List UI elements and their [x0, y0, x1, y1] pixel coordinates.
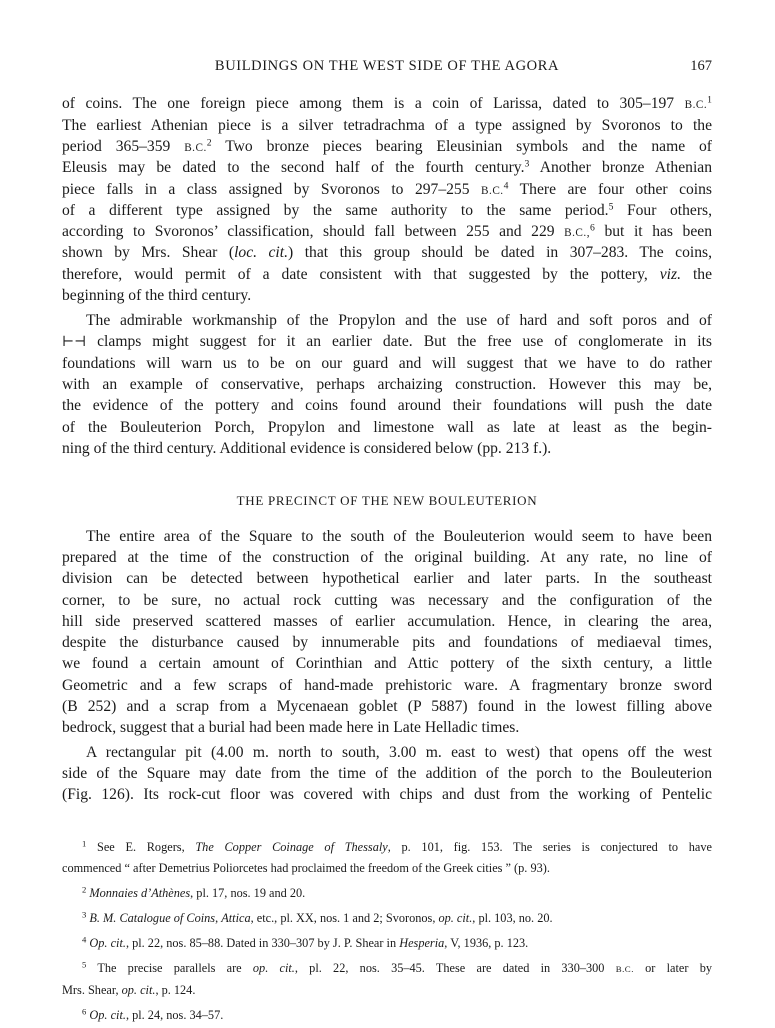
- text-line: [62, 221, 712, 242]
- italic-run: Attica: [221, 911, 251, 926]
- paragraph: [62, 742, 712, 806]
- text-line: [62, 157, 712, 178]
- footnote-marker[interactable]: 6: [590, 222, 595, 234]
- text-run: clamps might suggest for it an earlier date. But the free use of conglomerate in its: [86, 333, 712, 351]
- main-text: [62, 93, 712, 805]
- text-run: the evidence of the pottery and coins found around their foundations will push the date: [62, 397, 712, 415]
- text-run: , pl. 22, nos. 35–45. These are dated in 330–300: [294, 961, 616, 976]
- text-line: [62, 438, 712, 459]
- text-run: See E. Rogers,: [86, 840, 196, 854]
- text-run: piece falls in a class assigned by Svoronos to 297–255: [62, 180, 482, 198]
- text-run: The entire area of the Square to the south of the Bouleuterion would seem to have been: [86, 527, 712, 545]
- italic-run: Monnaies d’Athènes: [89, 886, 191, 901]
- text-line: [62, 526, 712, 547]
- page-number: 167: [690, 58, 712, 74]
- small-caps-run: B.C.: [184, 141, 207, 154]
- text-run: Two bronze pieces bearing Eleusinian symbols and the name of: [211, 137, 712, 155]
- text-line: [62, 742, 712, 763]
- text-line: [62, 93, 712, 114]
- text-run: despite the disturbance caused by innumerable pits and foundations of mediaeval times,: [62, 634, 712, 652]
- text-run: foundations will warn us to be on our guard and will suggest that we have to do rather: [62, 354, 712, 372]
- text-line: [62, 115, 712, 136]
- text-run: with an example of conservative, perhaps archaizing construction. However this may be,: [62, 375, 712, 393]
- text-line: [62, 982, 712, 1003]
- text-run: The precise parallels are: [86, 961, 253, 976]
- footnote: [62, 1007, 712, 1028]
- text-run: ,: [215, 911, 222, 926]
- running-head-title: BUILDINGS ON THE WEST SIDE OF THE AGORA: [214, 58, 560, 74]
- text-line: [62, 547, 712, 568]
- footnote-marker[interactable]: 2: [206, 137, 212, 149]
- footnote-marker[interactable]: 5: [608, 201, 614, 213]
- text-line: [62, 935, 712, 956]
- text-run: or later by: [633, 961, 713, 976]
- text-line: [62, 910, 712, 931]
- text-line: [62, 331, 712, 352]
- text-run: hill side preserved scattered masses of earlier accumulation. Hence, in clearing the area,: [62, 612, 712, 630]
- text-run: , pl. 22, nos. 85–88. Dated in 330–307 by J. P. Shear in: [125, 936, 400, 951]
- italic-run: viz.: [659, 265, 681, 283]
- text-run: Mrs. Shear,: [62, 982, 122, 997]
- small-caps-run: B.C.,: [564, 227, 591, 240]
- small-caps-run: B.C.: [481, 184, 504, 197]
- footnote: [62, 960, 712, 1003]
- text-run: The admirable workmanship of the Propylon and the use of hard and soft poros and of: [86, 312, 712, 330]
- text-run: A rectangular pit (4.00 m. north to south, 3.00 m. east to west) that opens off the west: [86, 743, 712, 761]
- paragraph: [62, 310, 712, 459]
- text-run: ) that this group should be dated in 307–283. The coins,: [288, 244, 712, 262]
- text-line: [62, 200, 712, 221]
- running-head: [62, 58, 712, 78]
- text-run: period 365–359: [62, 137, 185, 155]
- text-line: [62, 179, 712, 200]
- text-line: [62, 784, 712, 805]
- text-line: [62, 611, 712, 632]
- text-run: of the Bouleuterion Porch, Propylon and limestone wall as late at least as the begin-: [62, 418, 712, 436]
- text-line: [62, 310, 712, 331]
- text-line: [62, 568, 712, 589]
- italic-run: Hesperia: [399, 936, 445, 951]
- italic-run: B. M. Catalogue of Coins: [89, 911, 216, 926]
- text-run: of a different type assigned by the same authority to the same period.: [62, 201, 609, 219]
- text-line: [62, 632, 712, 653]
- text-line: [62, 860, 712, 881]
- footnotes: [62, 839, 712, 1028]
- text-line: [62, 717, 712, 738]
- text-run: Four others,: [613, 201, 712, 219]
- text-line: [62, 885, 712, 906]
- text-run: Eleusis may be dated to the second half of the fourth century.: [62, 159, 525, 177]
- text-line: [62, 285, 712, 306]
- footnote-marker[interactable]: 4: [82, 934, 87, 945]
- footnote: [62, 935, 712, 956]
- text-run: prepared at the time of the construction of the original building. At any rate, no line of: [62, 548, 712, 566]
- italic-run: The Copper Coinage of Thessaly: [195, 840, 388, 854]
- text-line: [62, 417, 712, 438]
- footnote-marker[interactable]: 4: [503, 180, 509, 192]
- footnote-marker[interactable]: 6: [82, 1005, 87, 1016]
- paragraph-group-1: [62, 93, 712, 459]
- paragraph: [62, 93, 712, 306]
- text-run: corner, to be sure, no actual rock cutting was necessary and the configuration of the: [62, 591, 712, 609]
- text-run: , V, 1936, p. 123.: [444, 936, 529, 951]
- text-run: , p. 101, fig. 153. The series is conjectured to have: [387, 840, 712, 854]
- clamp-symbol-icon: ⊢⊣: [62, 334, 87, 351]
- small-caps-run: B.C.: [615, 964, 634, 975]
- italic-run: op. cit.: [121, 982, 156, 997]
- text-line: [62, 374, 712, 395]
- text-run: side of the Square may date from the time of the addition of the porch to the Bouleuterion: [62, 764, 712, 782]
- text-run: shown by Mrs. Shear (: [62, 244, 235, 262]
- paragraph: [62, 526, 712, 739]
- footnote: [62, 910, 712, 931]
- text-run: , p. 124.: [155, 982, 196, 997]
- italic-run: op. cit.: [438, 911, 473, 926]
- text-line: [62, 696, 712, 717]
- text-run: we found a certain amount of Corinthian and Attic pottery of the sixth century, a little: [62, 655, 712, 673]
- small-caps-run: B.C.: [684, 99, 708, 112]
- text-run: , etc., pl. XX, nos. 1 and 2; Svoronos,: [250, 911, 439, 926]
- text-run: , pl. 103, no. 20.: [472, 911, 553, 926]
- text-line: [62, 242, 712, 263]
- text-line: [62, 675, 712, 696]
- footnote-marker[interactable]: 3: [524, 158, 530, 170]
- paragraph-group-2: [62, 526, 712, 806]
- text-run: division can be detected between hypothetical earlier and later parts. In the southeast: [62, 570, 712, 588]
- text-line: [62, 353, 712, 374]
- text-run: according to Svoronos’ classification, should fall between 255 and 229: [62, 223, 565, 241]
- text-line: [62, 264, 712, 285]
- text-line: [62, 136, 712, 157]
- text-run: (Fig. 126). Its rock-cut floor was covered with chips and dust from the working of Pentelic: [62, 786, 712, 804]
- text-line: [62, 653, 712, 674]
- text-run: Geometric and a few scraps of hand-made prehistoric ware. A fragmentary bronze sword: [62, 676, 712, 694]
- text-run: but it has been: [594, 223, 712, 241]
- text-run: The earliest Athenian piece is a silver tetradrachma of a type assigned by Svoronos to the: [62, 116, 712, 134]
- text-run: of coins. The one foreign piece among them is a coin of Larissa, dated to 305–197: [62, 95, 685, 113]
- footnote-marker[interactable]: 2: [82, 884, 87, 895]
- text-run: Another bronze Athenian: [529, 159, 712, 177]
- footnote-marker[interactable]: 1: [82, 838, 87, 849]
- text-run: therefore, would permit of a date consistent with that suggested by the pottery,: [62, 265, 660, 283]
- text-run: bedrock, suggest that a burial had been made here in Late Helladic times.: [62, 719, 520, 737]
- text-line: [62, 763, 712, 784]
- text-run: , pl. 17, nos. 19 and 20.: [190, 886, 306, 901]
- text-line: [62, 590, 712, 611]
- footnote-marker[interactable]: 5: [82, 959, 87, 970]
- footnote: [62, 839, 712, 882]
- text-line: [62, 960, 712, 981]
- text-run: There are four other coins: [508, 180, 712, 198]
- footnote-marker[interactable]: 3: [82, 909, 87, 920]
- text-run: commenced “ after Demetrius Poliorcetes had proclaimed the freedom of the Greek cities ” (p. 93).: [62, 861, 550, 876]
- text-run: , pl. 24, nos. 34–57.: [125, 1007, 224, 1022]
- italic-run: op. cit.: [252, 961, 295, 976]
- text-line: [62, 1007, 712, 1028]
- text-run: (B 252) and a scrap from a Mycenaean goblet (P 5887) found in the lowest filling above: [62, 697, 712, 715]
- footnote-marker[interactable]: 1: [707, 95, 712, 107]
- text-line: [62, 395, 712, 416]
- section-heading: THE PRECINCT OF THE NEW BOULEUTERION: [236, 492, 538, 508]
- italic-run: Op. cit.: [89, 1007, 126, 1022]
- text-line: [62, 839, 712, 860]
- italic-run: loc. cit.: [234, 244, 288, 262]
- text-run: the: [681, 265, 713, 283]
- footnote: [62, 885, 712, 906]
- text-run: ning of the third century. Additional evidence is considered below (pp. 213 f.).: [62, 439, 552, 457]
- italic-run: Op. cit.: [89, 936, 126, 951]
- text-run: beginning of the third century.: [62, 287, 252, 305]
